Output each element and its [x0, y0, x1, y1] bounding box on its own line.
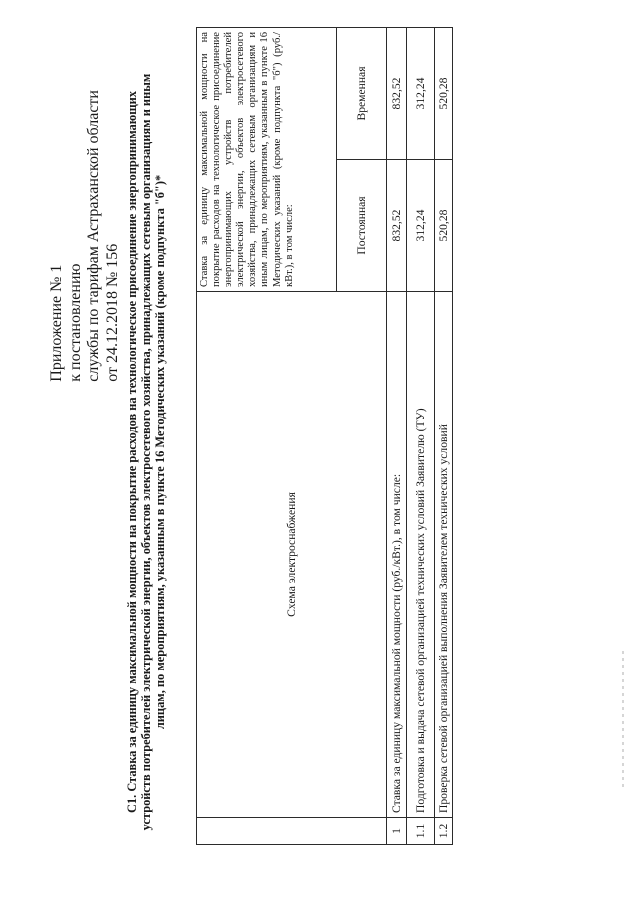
- header-num-cell: [197, 818, 387, 845]
- row-temporary-value: 832,52: [387, 27, 407, 159]
- header-permanent-cell: Постоянная: [337, 160, 387, 292]
- row-temporary-value: 312,24: [407, 27, 435, 159]
- appendix-block: [48, 90, 122, 382]
- table-heading: С1. Ставка за единицу максимальной мощности на покрытие расходов на технологическое присоединение энергопринимающих устройств потребителей электрической энергии, объектов электросетевого хозяйства, принадлежащих сетевым организациям и иным лицам, по мероприятиям, указанным в пункте 16 Методических указаний (кроме подпункта "б")*: [125, 73, 167, 831]
- row-permanent-value: 312,24: [407, 160, 435, 292]
- row-description: Ставка за единицу максимальной мощности (руб./кВт.), в том числе:: [387, 292, 407, 818]
- header-schema-cell: Схема электроснабжения: [197, 292, 387, 818]
- appendix-line: от 24.12.2018 № 156: [103, 243, 121, 382]
- row-number: 1.1: [407, 818, 435, 845]
- row-permanent-value: 832,52: [387, 160, 407, 292]
- row-description: Подготовка и выдача сетевой организацией технических условий Заявителю (ТУ): [407, 292, 435, 818]
- header-rate-cell: Ставка за единицу максимальной мощности на покрытие расходов на технологическое присоединение энергопринимающих устройств потребителей электрической энергии, объектов электросетевого хозяйства, принадлежащих сетевым организациям и иным лицам, по мероприятиям, указанным в пункте 16 Методических указаний (кроме подпункта "б") (руб./кВт.), в том числе:: [197, 27, 337, 291]
- appendix-line: службы по тарифам Астраханской области: [85, 90, 102, 382]
- tariff-table: [196, 27, 453, 845]
- table-row: [407, 27, 435, 844]
- row-number: 1: [387, 818, 407, 845]
- row-temporary-value: 520,28: [435, 27, 453, 159]
- row-number: 1.2: [435, 818, 453, 845]
- table-header-row: [197, 27, 337, 844]
- scan-artifact: [622, 647, 624, 787]
- appendix-line: Приложение № 1: [48, 264, 65, 382]
- header-temporary-cell: Временная: [337, 27, 387, 159]
- table-row: [387, 27, 407, 844]
- row-description: Проверка сетевой организацией выполнения Заявителем технических условий: [435, 292, 453, 818]
- table-row: [435, 27, 453, 844]
- row-permanent-value: 520,28: [435, 160, 453, 292]
- appendix-line: к постановлению: [66, 263, 84, 382]
